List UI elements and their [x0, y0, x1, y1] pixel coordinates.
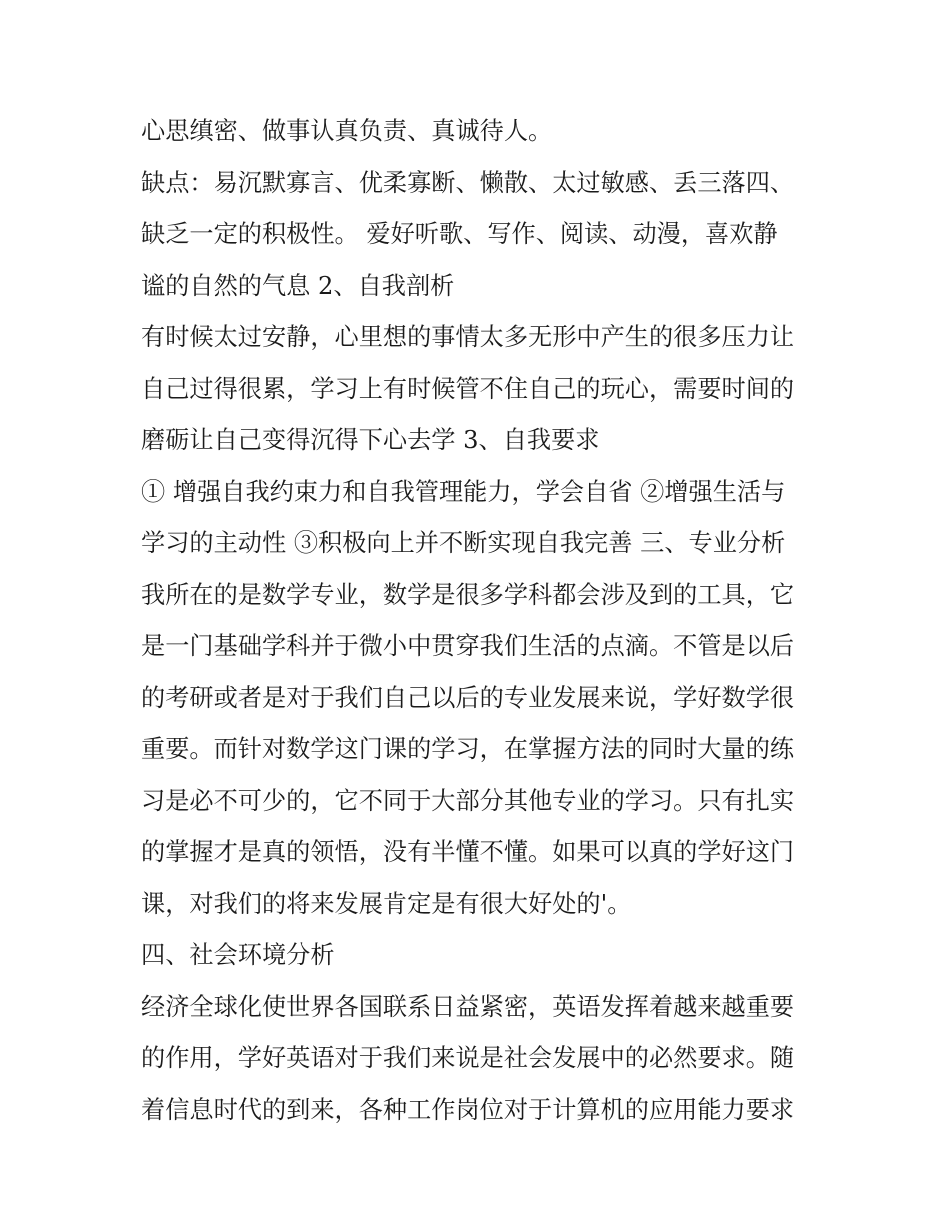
text-line: ① 增强自我约束力和自我管理能力，学会自省 ②增强生活与: [141, 477, 786, 506]
text-line: 课，对我们的将来发展肯定是有很大好处的'。: [141, 889, 632, 918]
text-line: 自己过得很累，学习上有时候管不住自己的玩心，需要时间的: [141, 374, 795, 403]
text-line: 我所在的是数学专业，数学是很多学科都会涉及到的工具，它: [141, 580, 795, 609]
text-line: 重要。而针对数学这门课的学习，在掌握方法的同时大量的练: [141, 735, 795, 763]
text-line: 有时候太过安静，心里想的事情太多无形中产生的很多压力让: [141, 323, 795, 351]
text-line: 习是必不可少的，它不同于大部分其他专业的学习。只有扎实: [141, 786, 795, 815]
body-text: [141, 112, 821, 1142]
text-line: 着信息时代的到来，各种工作岗位对于计算机的应用能力要求: [141, 1095, 795, 1124]
text-line: 学习的主动性 ③积极向上并不断实现自我完善 三、专业分析: [141, 529, 786, 557]
text-line: 谧的自然的气息 2、自我剖析: [141, 271, 455, 300]
text-line: 的考研或者是对于我们自己以后的专业发展来说，学好数学很: [141, 683, 795, 712]
text-line: 缺乏一定的积极性。 爱好听歌、写作、阅读、动漫，喜欢静: [141, 220, 778, 248]
text-line: 经济全球化使世界各国联系日益紧密，英语发挥着越来越重要: [141, 992, 795, 1021]
text-line: 的作用，学好英语对于我们来说是社会发展中的必然要求。随: [141, 1044, 795, 1072]
text-line: 缺点：易沉默寡言、优柔寡断、懒散、太过敏感、丢三落四、: [141, 168, 795, 197]
text-line: 磨砺让自己变得沉得下心去学 3、自我要求: [141, 426, 600, 454]
text-line: 是一门基础学科并于微小中贯穿我们生活的点滴。不管是以后: [141, 632, 795, 660]
section-heading: 四、社会环境分析: [141, 941, 335, 969]
text-line: 心思缜密、做事认真负责、真诚待人。: [141, 117, 553, 145]
text-line: 的掌握才是真的领悟，没有半懂不懂。如果可以真的学好这门: [141, 838, 795, 866]
